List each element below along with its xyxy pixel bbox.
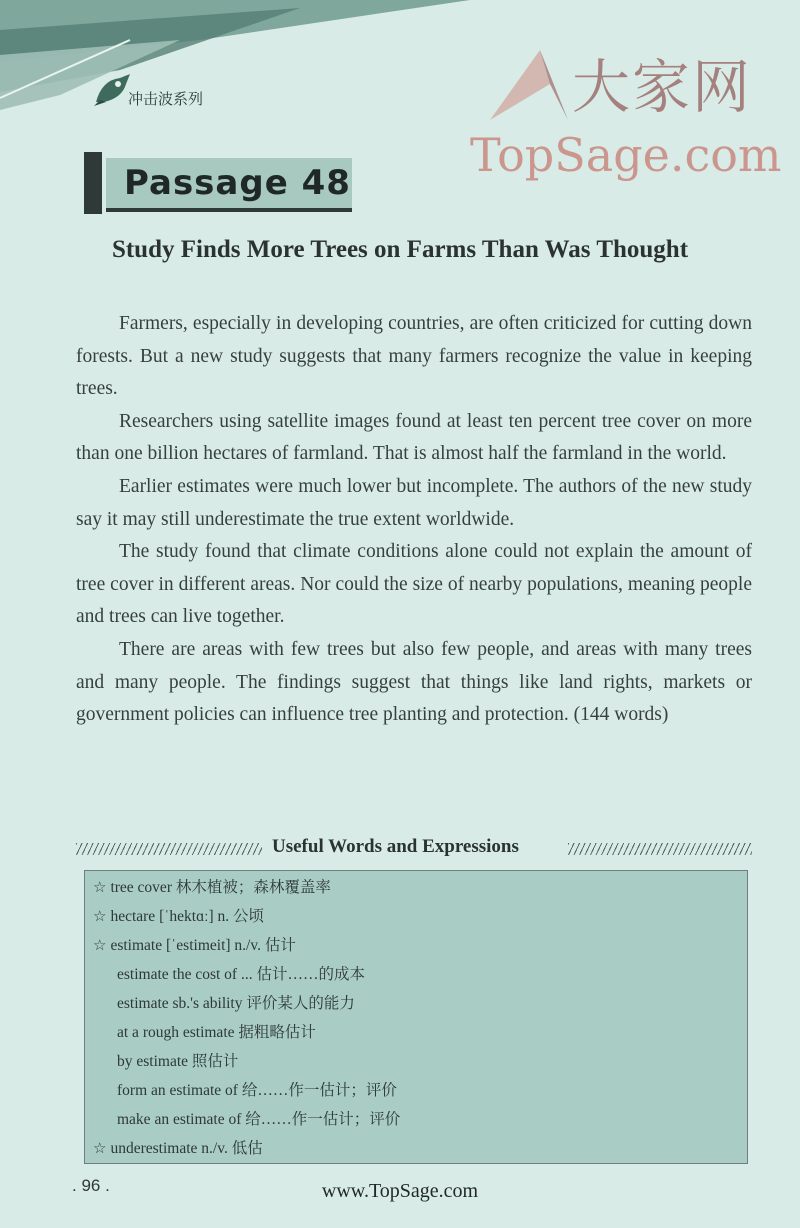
useful-words-title: Useful Words and Expressions [272,836,519,857]
article-title: Study Finds More Trees on Farms Than Was Thought [111,236,689,263]
useful-words-header [76,834,752,862]
paragraph: There are areas with few trees but also few people, and areas with many trees and many people. The findings suggest that things like land rights, markets or government policies can influence tree planting and protection. (144 words) [76,638,752,726]
paragraph: The study found that climate conditions alone could not explain the amount of tree cover in different areas. Nor could the size of nearby populations, meaning people and trees can live together. [76,541,752,628]
passage-label: Passage 48 [124,163,351,203]
vocab-subitem: estimate the cost of ... 估计……的成本 [117,966,365,983]
vocab-item [93,875,331,897]
vocab-text: hectare [ˈhektɑː] n. 公顷 [110,908,265,925]
vocab-subitem: form an estimate of 给……作一估计；评价 [117,1082,397,1099]
vocab-item [93,933,296,955]
paragraph: Earlier estimates were much lower but incomplete. The authors of the new study say it may still underestimate the true extent worldwide. [76,475,752,530]
vocab-text: tree cover 林木植被；森林覆盖率 [110,879,331,896]
page-number: . 96 . [72,1176,110,1195]
series-label: 冲击波系列 [128,90,204,108]
vocab-item [93,1136,263,1158]
passage-tag-bar [84,152,102,214]
watermark-en: TopSage.com [470,128,782,182]
vocab-text: underestimate n./v. 低估 [110,1140,263,1157]
vocab-subitem: by estimate 照估计 [117,1053,239,1070]
vocab-subitem: at a rough estimate 据粗略估计 [117,1024,316,1041]
vocab-subitem: estimate sb.'s ability 评价某人的能力 [117,995,355,1012]
star-icon: ☆ [93,878,107,896]
star-icon: ☆ [93,907,107,925]
vocab-item [93,904,264,926]
star-icon: ☆ [93,936,107,954]
vocab-text: estimate [ˈestimeit] n./v. 估计 [110,937,296,954]
hatch-divider-right [568,843,752,855]
article-body [76,308,752,732]
footer-url[interactable]: www.TopSage.com [321,1180,479,1202]
hatch-divider-left [76,843,262,855]
watermark-logo-icon [480,44,570,124]
vocab-subitem: make an estimate of 给……作一估计；评价 [117,1111,401,1128]
paragraph: Researchers using satellite images found at least ten percent tree cover on more than one billion hectares of farmland. That is almost half the farmland in the world. [76,410,752,465]
vocabulary-box [84,870,748,1164]
watermark-cn: 大家网 [572,53,753,121]
star-icon: ☆ [93,1139,107,1157]
paragraph: Farmers, especially in developing countries, are often criticized for cutting down forests. But a new study suggests that many farmers recognize the value in keeping trees. [76,313,752,400]
